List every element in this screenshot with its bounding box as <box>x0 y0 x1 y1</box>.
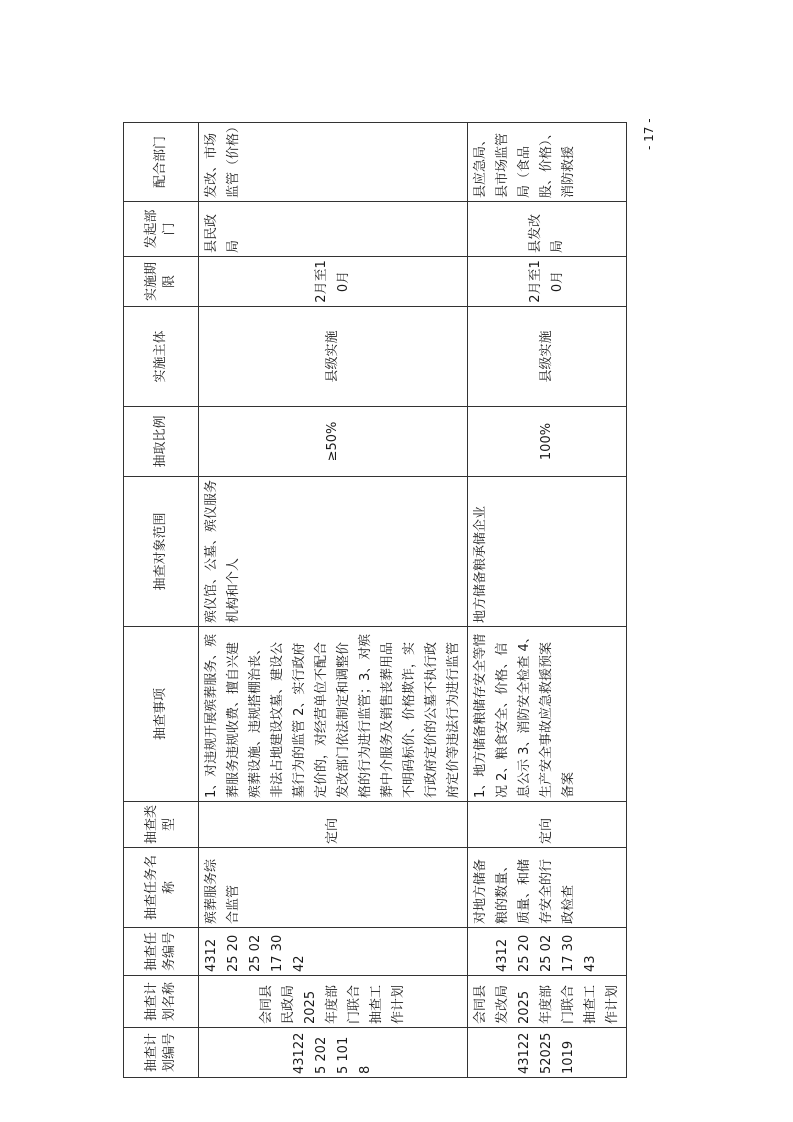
header-scope: 抽查对象范围 <box>124 477 199 627</box>
cell-plan-name: 会同县民政局 2025年度部门联合抽查工作计划 <box>199 976 468 1028</box>
cell-cooperator: 发改、市场监管（价格） <box>199 123 468 202</box>
cell-items: 1、地方储备粮储存安全等情况 2、粮食安全、价格、信息公示 3、消防安全检查 4、生产安全事故应急救援预案备案 <box>468 627 627 802</box>
header-task-no: 抽查任务编号 <box>124 928 199 976</box>
cell-plan-no: 43122 52025 1019 <box>468 1028 627 1078</box>
table-row <box>199 123 468 1078</box>
cell-scope: 地方储备粮承储企业 <box>468 477 627 627</box>
cell-initiator: 县发改局 <box>468 202 627 257</box>
header-plan-no: 抽查计划编号 <box>124 1028 199 1078</box>
cell-period: 2月至10月 <box>468 257 627 307</box>
rotated-table-sheet <box>123 119 620 1078</box>
inspection-plan-table <box>123 119 627 1078</box>
cell-subject: 县级实施 <box>199 307 468 407</box>
header-subject: 实施主体 <box>124 307 199 407</box>
cell-cooperator: 县应急局、县市场监管局（食品股、价格）、消防救援 <box>468 123 627 202</box>
header-ratio: 抽取比例 <box>124 407 199 477</box>
cell-task-no: 431225 2025 0217 3042 <box>199 928 468 976</box>
header-plan-name: 抽查计划名称 <box>124 976 199 1028</box>
cell-plan-name: 会同县发改局 2025年度部门联合抽查工作计划 <box>468 976 627 1028</box>
header-items: 抽查事项 <box>124 627 199 802</box>
cell-plan-no: 431225 2025 1018 <box>199 1028 468 1078</box>
cell-type: 定向 <box>468 802 627 848</box>
cell-task-name: 殡葬服务综合监管 <box>199 848 468 928</box>
table-row <box>468 123 627 1078</box>
cell-scope: 殡仪馆、公墓、殡仪服务机构和个人 <box>199 477 468 627</box>
cell-task-no: 431225 2025 0217 3043 <box>468 928 627 976</box>
cell-ratio: ≥50% <box>199 407 468 477</box>
header-task-name: 抽查任务名称 <box>124 848 199 928</box>
cell-type: 定向 <box>199 802 468 848</box>
header-period: 实施期限 <box>124 257 199 307</box>
header-row <box>124 123 199 1078</box>
cell-initiator: 县民政局 <box>199 202 468 257</box>
header-type: 抽查类型 <box>124 802 199 848</box>
page-number: - 17 - <box>642 118 656 150</box>
cell-task-name: 对地方储备粮的数量、质量、和储存安全的行政检查 <box>468 848 627 928</box>
header-initiator: 发起部门 <box>124 202 199 257</box>
cell-period: 2月至10月 <box>199 257 468 307</box>
cell-ratio: 100% <box>468 407 627 477</box>
cell-items: 1、对违规开展殡葬服务、殡葬服务违规收费、擅自兴建殡葬设施、违规搭棚治丧、非法占地建设坟墓、建设公墓行为的监管 2、实行政府定价的，对经营单位不配合发改部门依法制定和调整价格的行为进行监管；3、对殡葬中介服务及销售丧葬用品不明码标价、价格欺诈，实行政府定价的公墓不执行政府定价等违法行为进行监管 <box>199 627 468 802</box>
cell-subject: 县级实施 <box>468 307 627 407</box>
header-cooperator: 配合部门 <box>124 123 199 202</box>
